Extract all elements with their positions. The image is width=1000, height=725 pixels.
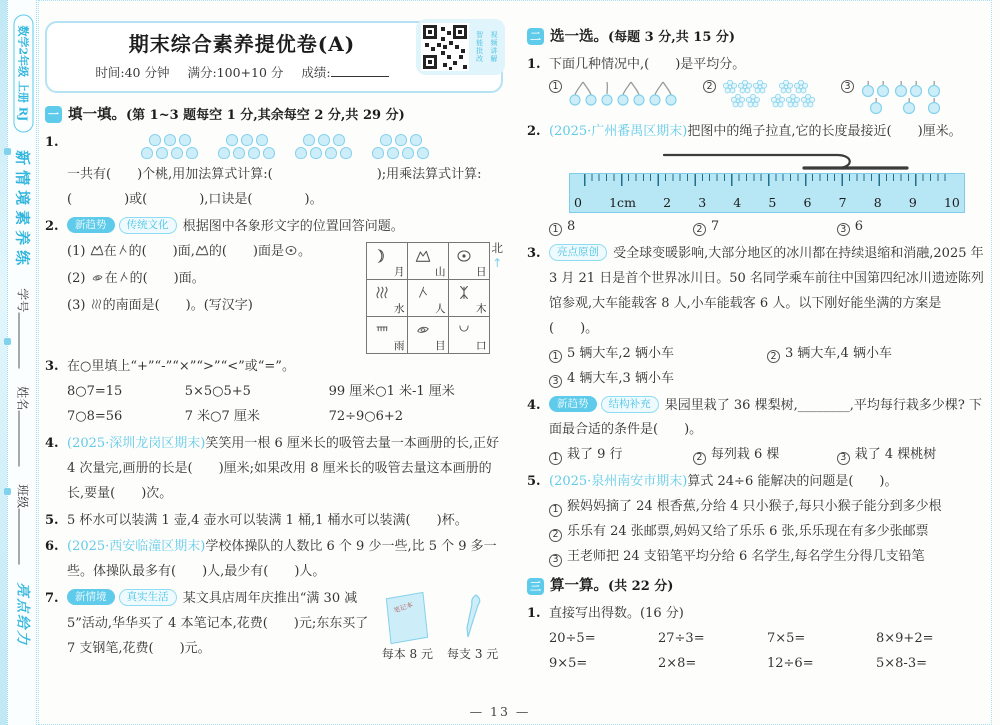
option-text: 每列栽 6 棵 bbox=[710, 447, 780, 463]
class-field bbox=[15, 484, 32, 564]
apple-icon bbox=[927, 80, 941, 97]
flower-icon bbox=[753, 80, 767, 94]
question-s1-3 bbox=[45, 355, 503, 430]
ruler-labels bbox=[574, 195, 960, 211]
section3-header bbox=[527, 572, 985, 600]
expression: 5×8-3= bbox=[876, 656, 927, 672]
option bbox=[549, 520, 985, 545]
expression: 7○8=56 bbox=[67, 408, 123, 424]
circled-number: 3 bbox=[837, 452, 850, 465]
option bbox=[837, 443, 985, 468]
question-text: 5 杯水可以装满 1 壶,4 壶水可以装满 1 桶,1 桶水可以装满( )杯。 bbox=[67, 512, 468, 528]
option-text: 王老师把 24 支铅笔平均分给 6 名学生,每名学生分得几支铅笔 bbox=[567, 549, 925, 565]
ruler-icon bbox=[569, 173, 965, 213]
circled-number: 3 bbox=[549, 375, 562, 388]
expression: 72÷9○6+2 bbox=[328, 408, 404, 424]
qr-caption: 视频讲解 bbox=[490, 31, 498, 63]
ruler-tick-label: 6 bbox=[803, 194, 812, 210]
circled-number: 2 bbox=[703, 80, 716, 93]
pictograph-cell bbox=[366, 279, 408, 317]
ruler-tick-label: 9 bbox=[908, 194, 917, 210]
peach-group bbox=[218, 134, 275, 159]
option-text: 栽了 9 行 bbox=[567, 447, 623, 463]
question-number: 7. bbox=[45, 591, 59, 607]
peach-icon bbox=[218, 147, 230, 159]
option bbox=[549, 443, 693, 468]
name-label: 姓名 bbox=[15, 385, 30, 410]
source-citation: (2025·西安临潼区期末) bbox=[67, 539, 206, 555]
pictograph-sun-icon bbox=[284, 242, 298, 267]
option-text: 6 bbox=[854, 218, 864, 234]
page-content bbox=[38, 0, 992, 725]
question-s2-3 bbox=[527, 242, 985, 392]
section2-header bbox=[527, 23, 985, 51]
apple-icon bbox=[876, 80, 890, 97]
circled-number: 1 bbox=[549, 223, 562, 236]
flower-icon bbox=[723, 80, 737, 94]
expression: 12÷6= bbox=[767, 656, 814, 672]
question-s2-4 bbox=[527, 394, 985, 469]
ruler-tick-label: 7 bbox=[838, 194, 847, 210]
question-number: 5. bbox=[45, 512, 59, 528]
section1-title: 填一填。 bbox=[68, 106, 126, 123]
ruler-tick-label: 10 bbox=[943, 194, 960, 210]
question-text: 下面几种情况中,( )是平均分。 bbox=[549, 56, 746, 72]
question-number: 4. bbox=[527, 397, 541, 413]
qr-code-icon bbox=[421, 23, 469, 71]
peach-icon bbox=[372, 147, 384, 159]
exam-header bbox=[45, 21, 503, 93]
option bbox=[549, 367, 985, 392]
name-field bbox=[15, 386, 32, 466]
flower-icon bbox=[731, 94, 745, 108]
peach-illustration bbox=[67, 134, 503, 159]
question-s1-2 bbox=[45, 215, 503, 353]
peach-icon bbox=[179, 134, 191, 146]
circled-number: 2 bbox=[693, 223, 706, 236]
question-number: 2. bbox=[45, 218, 59, 234]
peach-icon bbox=[295, 147, 307, 159]
question-s1-7 bbox=[45, 587, 503, 666]
peach-icon bbox=[380, 134, 392, 146]
question-s2-5 bbox=[527, 470, 985, 570]
ruler-tick-label: 2 bbox=[663, 194, 672, 210]
student-no-label: 学号 bbox=[15, 287, 30, 312]
flower-icon bbox=[786, 94, 800, 108]
option-text: 8 bbox=[567, 218, 576, 234]
sub-question-2: (2) 在 的( )面。 bbox=[67, 267, 358, 294]
question-number: 1. bbox=[527, 606, 541, 622]
options-row bbox=[549, 342, 985, 392]
question-text: 笑笑用一根 6 厘米长的吸管去量一本画册的长,正好 4 次量完,画册的长是( )厘米;如果改用 8 厘米长的吸管去量这本画册的长,要量( )次。 bbox=[67, 435, 500, 501]
peach-icon bbox=[248, 147, 260, 159]
pictograph-person-icon bbox=[117, 242, 129, 267]
sidebar bbox=[7, 0, 37, 725]
pictograph-mountain-icon bbox=[90, 242, 104, 267]
circled-number: 1 bbox=[549, 350, 562, 363]
circled-number: 1 bbox=[549, 452, 562, 465]
flower-icon bbox=[801, 94, 815, 108]
pictograph-cell bbox=[448, 242, 490, 280]
peach-icon bbox=[226, 134, 238, 146]
option bbox=[549, 495, 985, 520]
north-indicator bbox=[492, 242, 504, 353]
peach-icon bbox=[171, 147, 183, 159]
circled-number: 1 bbox=[549, 504, 562, 517]
peach-icon bbox=[310, 147, 322, 159]
stationery-illustration bbox=[377, 587, 503, 666]
peach-icon bbox=[256, 134, 268, 146]
source-citation: (2025·广州番禺区期末) bbox=[549, 123, 688, 139]
option bbox=[549, 342, 767, 367]
question-s1-6 bbox=[45, 535, 503, 585]
sub-question-1: (1) 在 的( )面, 的( )面是 。 bbox=[67, 240, 358, 267]
expression: 8×9+2= bbox=[876, 631, 934, 647]
question-number: 2. bbox=[527, 123, 541, 139]
pictograph-cell bbox=[407, 316, 449, 354]
pictograph-cell bbox=[448, 279, 490, 317]
source-citation: (2025·深圳龙岗区期末) bbox=[67, 435, 206, 451]
expression: 7×5= bbox=[767, 631, 806, 647]
ruler-illustration bbox=[569, 173, 965, 213]
expression-row bbox=[549, 652, 985, 677]
student-no-field bbox=[15, 288, 32, 368]
structure-badge: 结构补充 bbox=[601, 396, 659, 413]
ruler-tick-label: 4 bbox=[733, 194, 742, 210]
flower-icon bbox=[794, 80, 808, 94]
question-number: 1. bbox=[45, 134, 59, 150]
option-text: 栽了 4 棵桃树 bbox=[854, 447, 937, 463]
circled-number: 3 bbox=[549, 554, 562, 567]
pictograph-cell bbox=[407, 242, 449, 280]
peach-icon bbox=[303, 134, 315, 146]
flower-icon bbox=[779, 80, 793, 94]
expression-row bbox=[67, 380, 503, 405]
question-number: 5. bbox=[527, 474, 541, 490]
cherry-icon bbox=[569, 80, 597, 107]
options-row bbox=[549, 215, 985, 240]
pictograph-person-icon bbox=[118, 269, 130, 294]
peach-icon bbox=[318, 134, 330, 146]
peach-icon bbox=[333, 134, 345, 146]
pictograph-label: 雨 bbox=[394, 340, 405, 353]
option bbox=[693, 215, 837, 240]
question-text: 根据图中各象形文字的位置回答问题。 bbox=[182, 218, 404, 234]
pen-icon bbox=[463, 593, 483, 641]
option-text: 3 辆大车,4 辆小车 bbox=[785, 345, 892, 361]
question-s1-5 bbox=[45, 509, 503, 534]
peach-group bbox=[141, 134, 198, 159]
name-blank bbox=[19, 410, 29, 466]
expression: 99 厘米○1 米-1 厘米 bbox=[328, 383, 455, 399]
student-no-blank bbox=[19, 312, 29, 368]
north-arrow-icon: ↑ bbox=[492, 255, 503, 270]
peach-icon bbox=[402, 147, 414, 159]
notebook-icon bbox=[386, 592, 428, 644]
pictograph-label: 山 bbox=[435, 266, 446, 279]
option bbox=[549, 545, 985, 570]
peach-icon bbox=[156, 147, 168, 159]
section2-number-icon: 二 bbox=[527, 28, 544, 45]
qr-caption: 智能批改 bbox=[475, 31, 484, 63]
question-number: 3. bbox=[527, 245, 541, 261]
question-text: 某文具店周年庆推出“满 30 减 5”活动,华华买了 4 本笔记本,花费( )元;东东买了 7 支钢笔,花费( )元。 bbox=[67, 591, 369, 657]
option bbox=[837, 215, 981, 240]
pictograph-label: 日 bbox=[476, 266, 487, 279]
expression: 9×5= bbox=[549, 656, 588, 672]
peach-icon bbox=[149, 134, 161, 146]
pictograph-label: 口 bbox=[476, 340, 487, 353]
section3-note: (共 22 分) bbox=[608, 579, 674, 595]
qr-captions bbox=[472, 31, 500, 63]
peach-icon bbox=[340, 147, 352, 159]
section1-number-icon: 一 bbox=[45, 106, 62, 123]
question-number: 4. bbox=[45, 435, 59, 451]
peach-icon bbox=[164, 134, 176, 146]
cherry-icon bbox=[617, 80, 645, 107]
question-s3-1 bbox=[527, 602, 985, 677]
question-text: 受全球变暖影响,大部分地区的冰川都在持续退缩和消融,2025 年 3 月 21 日是首个世界冰川日。50 名同学乘车前往中国第四纪冰川遗迹陈列馆参观,大车能载客 8 人,小车能载客 6 人。以下刚好能坐满的方案是( )。 bbox=[549, 245, 984, 336]
ruler-major-ticks bbox=[584, 174, 950, 186]
apple-icon bbox=[902, 97, 916, 114]
traditional-culture-badge: 传统文化 bbox=[119, 217, 177, 234]
time-label: 时间:40 分钟 bbox=[95, 65, 170, 80]
new-context-badge: 新情境 bbox=[67, 589, 115, 605]
peach-group bbox=[295, 134, 352, 159]
circled-number: 3 bbox=[841, 80, 854, 93]
circled-number: 2 bbox=[549, 529, 562, 542]
expression: 20÷5= bbox=[549, 631, 596, 647]
circled-number: 3 bbox=[837, 223, 850, 236]
exam-meta bbox=[63, 61, 421, 85]
options-row bbox=[549, 443, 985, 468]
section2-note: (每题 3 分,共 15 分) bbox=[608, 30, 736, 45]
new-trend-badge: 新趋势 bbox=[67, 217, 115, 233]
real-life-badge: 真实生活 bbox=[119, 589, 177, 606]
pictograph-label: 人 bbox=[435, 303, 446, 316]
sub-question-3: (3) 的南面是( )。(写汉字) bbox=[67, 294, 358, 321]
question-text: 学校体操队的人数比 6 个 9 少一些,比 5 个 9 多一些。体操队最多有( )人,最少有( )人。 bbox=[67, 539, 497, 580]
section3-number-icon: 三 bbox=[527, 578, 544, 595]
apple-icon bbox=[869, 97, 883, 114]
flower-icon bbox=[738, 80, 752, 94]
question-text: 算式 24÷6 能解决的问题是( )。 bbox=[687, 474, 898, 490]
right-column bbox=[527, 21, 985, 698]
option-illustration bbox=[549, 80, 677, 114]
question-s1-4 bbox=[45, 432, 503, 507]
full-score-label: 满分:100+10 分 bbox=[187, 65, 284, 80]
peach-icon bbox=[233, 147, 245, 159]
pictograph-cell bbox=[366, 316, 408, 354]
page-edge-strip bbox=[0, 0, 7, 725]
north-label: 北 bbox=[491, 240, 503, 255]
question-text: 把图中的绳子拉直,它的长度最接近( )厘米。 bbox=[687, 123, 962, 139]
expression: 7 米○7 厘米 bbox=[184, 408, 260, 424]
expression: 5×5○5+5 bbox=[184, 383, 251, 399]
source-citation: (2025·泉州南安市期末) bbox=[549, 474, 688, 490]
question-text: 一共有( )个桃,用加法算式计算:( );用乘法算式计算:( )或( ),口诀是( )。 bbox=[67, 166, 482, 207]
option-text: 5 辆大车,2 辆小车 bbox=[567, 345, 674, 361]
pictograph-label: 水 bbox=[394, 303, 405, 316]
pictograph-label: 月 bbox=[394, 266, 405, 279]
option-text: 7 bbox=[710, 218, 720, 234]
expression-row bbox=[67, 405, 503, 430]
notebook-price-caption: 每本 8 元 bbox=[381, 647, 433, 662]
ruler-tick-label: 1cm bbox=[609, 194, 636, 210]
flower-icon bbox=[771, 94, 785, 108]
pictograph-cell bbox=[407, 279, 449, 317]
peach-group bbox=[372, 134, 429, 159]
cherry-icon bbox=[649, 80, 677, 107]
section1-header bbox=[45, 101, 503, 129]
section3-title: 算一算。 bbox=[550, 577, 608, 595]
circled-number: 2 bbox=[693, 452, 706, 465]
apple-icon bbox=[927, 97, 941, 114]
option-text: 4 辆大车,3 辆小车 bbox=[567, 370, 674, 386]
left-column bbox=[45, 21, 503, 698]
option bbox=[767, 342, 985, 367]
peach-icon bbox=[241, 134, 253, 146]
circled-number: 1 bbox=[549, 80, 562, 93]
brand-logo: 亮点给力 bbox=[14, 581, 30, 646]
question-text: 在○里填上“+”“-”“×”“>”“<”或“=”。 bbox=[67, 358, 295, 374]
option bbox=[693, 443, 837, 468]
question-s2-1 bbox=[527, 53, 985, 118]
series-title: 新情境素养练 bbox=[13, 149, 32, 270]
apple-icon bbox=[861, 80, 875, 97]
option-illustration bbox=[703, 80, 815, 114]
circled-number: 2 bbox=[767, 350, 780, 363]
pictograph-eye-icon bbox=[90, 269, 105, 294]
expression: 27÷3= bbox=[658, 631, 705, 647]
cherry-icon bbox=[601, 80, 613, 107]
question-s2-2 bbox=[527, 120, 985, 240]
expression-row bbox=[549, 627, 985, 652]
exam-title: 期末综合素养提优卷(A) bbox=[128, 32, 356, 56]
pictograph-water-icon bbox=[90, 296, 103, 321]
peach-icon bbox=[417, 147, 429, 159]
option-text: 乐乐有 24 张邮票,妈妈又给了乐乐 6 张,乐乐现在有多少张邮票 bbox=[567, 524, 929, 540]
edition-badge: 数学2年级 上册 RJ bbox=[13, 14, 33, 132]
pictograph-mountain-icon bbox=[195, 242, 209, 267]
apple-icon bbox=[894, 80, 908, 97]
section2-title: 选一选。 bbox=[550, 28, 608, 45]
notebook-cover-label: 笔记本 bbox=[393, 600, 415, 616]
ruler-tick-label: 3 bbox=[698, 194, 707, 210]
question-number: 6. bbox=[45, 539, 59, 555]
score-label: 成绩: bbox=[301, 61, 388, 85]
pictograph-grid bbox=[366, 242, 504, 353]
peach-icon bbox=[141, 147, 153, 159]
qr-tab bbox=[416, 19, 505, 75]
class-blank bbox=[19, 508, 29, 564]
peach-icon bbox=[395, 134, 407, 146]
question-s1-1 bbox=[45, 131, 503, 213]
pictograph-cell bbox=[366, 242, 408, 280]
score-blank bbox=[331, 65, 389, 77]
page-number: — 13 — bbox=[469, 704, 531, 719]
ruler-tick-label: 0 bbox=[574, 194, 582, 210]
expression: 8○7=15 bbox=[67, 383, 123, 399]
ruler-tick-label: 8 bbox=[873, 194, 882, 210]
sub-questions bbox=[67, 240, 358, 321]
section1-note: (第 1~3 题每空 1 分,其余每空 2 分,共 29 分) bbox=[126, 108, 405, 123]
question-number: 1. bbox=[527, 56, 541, 72]
flower-icon bbox=[746, 94, 760, 108]
original-highlight-badge: 亮点原创 bbox=[549, 244, 607, 261]
peach-icon bbox=[325, 147, 337, 159]
peach-icon bbox=[186, 147, 198, 159]
apple-icon bbox=[909, 80, 923, 97]
question-text: 直接写出得数。(16 分) bbox=[549, 606, 684, 622]
class-label: 班级 bbox=[15, 483, 30, 508]
option-illustrations bbox=[549, 80, 985, 114]
pictograph-cell bbox=[448, 316, 490, 354]
new-trend-badge: 新趋势 bbox=[549, 396, 597, 412]
option-illustration bbox=[841, 80, 941, 114]
peach-icon bbox=[387, 147, 399, 159]
ruler-tick-label: 5 bbox=[768, 194, 777, 210]
question-number: 3. bbox=[45, 358, 59, 374]
option-text: 猴妈妈摘了 24 根香蕉,分给 4 只小猴子,每只小猴子能分到多少根 bbox=[567, 499, 942, 515]
question-text: 果园里栽了 36 棵梨树,________,平均每行栽多少棵? 下面最合适的条件是( )。 bbox=[549, 397, 982, 438]
option bbox=[549, 215, 693, 240]
peach-icon bbox=[410, 134, 422, 146]
expression: 2×8= bbox=[658, 656, 697, 672]
peach-icon bbox=[263, 147, 275, 159]
pictograph-label: 木 bbox=[476, 303, 487, 316]
pictograph-label: 目 bbox=[435, 340, 446, 353]
pen-price-caption: 每支 3 元 bbox=[447, 647, 499, 662]
